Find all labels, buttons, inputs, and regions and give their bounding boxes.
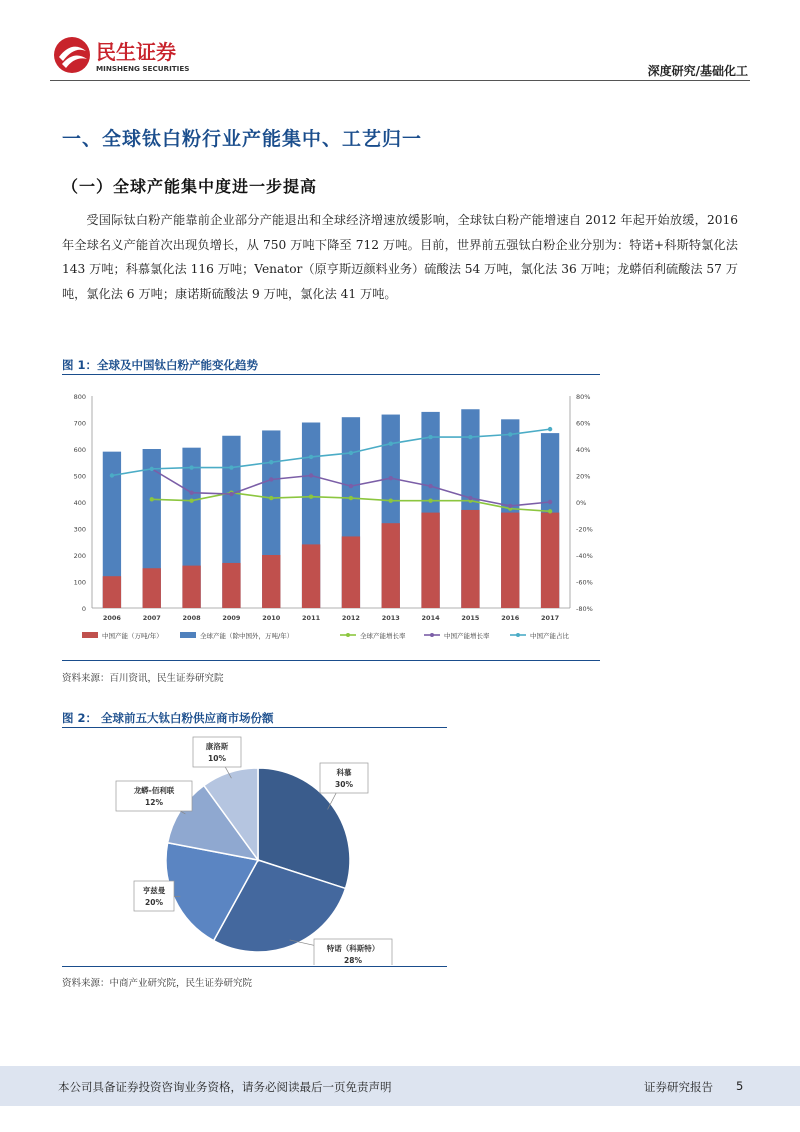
market-share-pie-chart [62,733,447,965]
series-point-1 [150,497,154,501]
pie-label-name: 龙蟒-佰利联 [133,786,175,795]
legend-label: 中国产能占比 [530,632,569,640]
figure2-source: 资料来源：中商产业研究院，民生证券研究院 [62,978,253,989]
series-point-3 [349,451,353,455]
left-tick-label: 500 [73,472,86,481]
series-point-3 [508,432,512,436]
series-point-1 [548,509,552,513]
pie-label-value: 28% [344,956,362,965]
right-tick-label: 20% [576,472,591,481]
subsection-heading: （一）全球产能集中度进一步提高 [62,177,318,196]
legend-label: 全球产能（除中国外，万吨/年） [200,632,294,640]
figure1-top-rule [62,374,600,375]
figure2-bottom-rule [62,966,447,967]
x-tick-label: 2011 [302,614,321,622]
x-tick-label: 2013 [381,614,400,622]
series-point-2 [309,473,313,477]
series-line-3 [112,429,550,475]
left-tick-label: 600 [73,446,86,454]
logo-brand-en: MINSHENG SECURITIES [96,64,190,73]
right-tick-label: 0% [576,499,587,507]
china-capacity-bar [382,523,400,608]
pie-label-name: 特诺（科斯特） [326,944,380,953]
x-tick-label: 2017 [541,614,560,622]
section-heading: 一、全球钛白粉行业产能集中、工艺归一 [62,128,423,150]
figure1-caption: 图 1：全球及中国钛白粉产能变化趋势 [62,358,259,372]
series-point-1 [349,496,353,500]
right-tick-label: -80% [576,605,593,613]
china-capacity-bar [262,555,280,608]
left-tick-label: 300 [73,525,86,534]
legend-label: 中国产能增长率 [444,632,490,640]
series-point-2 [508,504,512,508]
x-tick-label: 2014 [421,614,440,622]
series-point-3 [150,467,154,471]
left-tick-label: 200 [73,552,86,560]
pie-label-value: 30% [335,780,353,789]
series-point-3 [309,455,313,459]
series-point-2 [548,500,552,504]
x-tick-label: 2016 [501,614,520,622]
figure2-top-rule [62,727,447,728]
series-point-3 [229,465,233,469]
pie-label-value: 12% [145,798,163,807]
series-point-2 [229,492,233,496]
x-tick-label: 2015 [461,614,480,622]
series-point-1 [189,498,193,502]
x-tick-label: 2006 [102,614,121,622]
series-point-2 [468,496,472,500]
legend-marker [516,633,520,637]
footer-report-label: 证券研究报告 [644,1080,713,1094]
right-tick-label: 80% [576,393,591,401]
pie-label-name: 亨兹曼 [142,886,166,895]
pie-label-name: 康洛斯 [205,742,229,751]
china-capacity-bar [342,536,360,608]
x-tick-label: 2009 [222,614,241,622]
series-point-1 [269,496,273,500]
legend-marker [430,633,434,637]
series-point-1 [309,495,313,499]
pie-label-value: 10% [208,754,226,763]
series-point-3 [189,465,193,469]
china-capacity-bar [302,544,320,608]
china-capacity-bar [103,576,121,608]
figure2-caption: 图 2： 全球前五大钛白粉供应商市场份额 [62,711,274,725]
left-tick-label: 800 [73,393,86,401]
capacity-trend-chart [62,384,602,656]
series-point-2 [269,477,273,481]
logo-brand-cn: 民生证券 [96,40,176,64]
china-capacity-bar [501,513,519,608]
x-tick-label: 2008 [182,614,201,622]
pie-label-name: 科慕 [336,768,352,777]
series-point-3 [428,435,432,439]
series-point-3 [548,427,552,431]
series-point-2 [428,484,432,488]
header-divider [50,80,750,81]
legend-label: 全球产能增长率 [360,632,406,640]
series-point-3 [110,473,114,477]
figure1-source: 资料来源：百川资讯，民生证券研究院 [62,673,224,684]
china-capacity-bar [421,513,439,608]
right-tick-label: 60% [576,419,591,428]
legend-label: 中国产能（万吨/年） [102,632,163,640]
right-tick-label: -40% [576,552,593,560]
left-tick-label: 100 [73,578,86,587]
series-point-1 [389,498,393,502]
series-point-3 [389,442,393,446]
series-point-2 [189,491,193,495]
body-text [62,208,738,306]
right-tick-label: 40% [576,446,591,454]
china-capacity-bar [182,566,200,608]
left-tick-label: 400 [73,499,86,507]
figure1-bottom-rule [62,660,600,661]
series-point-2 [349,484,353,488]
china-capacity-bar [541,513,559,608]
series-point-3 [468,435,472,439]
china-capacity-bar [222,563,240,608]
series-point-1 [428,498,432,502]
legend-swatch [82,632,98,638]
page-number: 5 [736,1079,744,1093]
legend-marker [346,633,350,637]
footer-disclaimer: 本公司具备证券投资咨询业务资格，请务必阅读最后一页免责声明 [58,1080,392,1094]
x-tick-label: 2012 [341,614,360,622]
china-capacity-bar [143,568,161,608]
pie-label-value: 20% [145,898,163,907]
x-tick-label: 2007 [142,614,161,622]
left-tick-label: 0 [81,605,86,613]
x-tick-label: 2010 [262,614,281,622]
series-point-3 [269,460,273,464]
left-tick-label: 700 [73,419,86,428]
series-point-2 [389,476,393,480]
minsheng-logo [50,30,200,80]
body-paragraph: 受国际钛白粉产能靠前企业部分产能退出和全球经济增速放缓影响，全球钛白粉产能增速自 2012 年起开始放缓，2016 年全球名义产能首次出现负增长，从 750 万吨下降至 712 万吨。目前，世界前五强钛白粉企业分别为：特诺+科斯特氯化法 143 万吨；科慕氯化法 116 万吨；Venator（原亨斯迈颜料业务）硫酸法 54 万吨，氯化法 36 万吨；龙蟒佰利硫酸法 57 万吨，氯化法 6 万吨；康诺斯硫酸法 9 万吨，氯化法 41 万吨。 [62,213,738,301]
right-tick-label: -60% [576,578,593,587]
legend-swatch [180,632,196,638]
china-capacity-bar [461,510,479,608]
report-category: 深度研究/基础化工 [647,64,748,78]
right-tick-label: -20% [576,525,593,534]
